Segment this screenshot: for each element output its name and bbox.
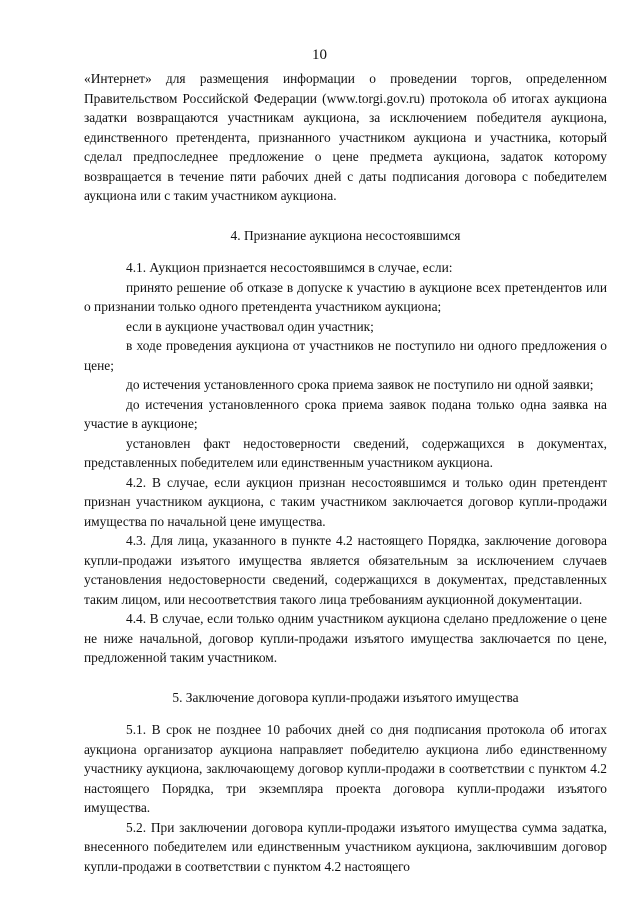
body-paragraph: 4.4. В случае, если только одним участником аукциона сделано предложение о цене не ниже начальной, договор купли-продажи изъятого имущества заключается по цене, предложенной таким участником. (84, 611, 607, 665)
body-paragraph: до истечения установленного срока приема заявок подана только одна заявка на участие в аукционе; (84, 396, 607, 431)
body-paragraph: 4.3. Для лица, указанного в пункте 4.2 настоящего Порядка, заключение договора купли-продажи изъятого имущества является обязательным за исключением случаев установления недостоверности сведений, содержащихся в документах, представленных таким лицом, или несоответствия такого лица требованиям аукционной документации. (84, 533, 607, 607)
section-heading: 4. Признание аукциона несостоявшимся (230, 227, 461, 243)
body-paragraph: 5.1. В срок не позднее 10 рабочих дней со дня подписания протокола об итогах аукциона организатор аукциона направляет победителю аукциона либо единственному участнику аукциона, заключающему договор купли-продажи в соответствии с пунктом 4.2 настоящего Порядка, три экземпляра проекта договора купли-продажи изъятого имущества. (84, 722, 607, 815)
body-paragraph: до истечения установленного срока приема заявок не поступило ни одной заявки; (126, 377, 594, 392)
body-paragraph: «Интернет» для размещения информации о проведении торгов, определенном Правительством Российской Федерации (www.torgi.gov.ru) протокола об итогах аукциона задатки возвращаются участникам аукциона, за исключением победителя аукциона, единственного претендента, признанного участником аукциона и участника, который сделал предпоследнее предложение о цене предмета аукциона, задаток которому возвращается в течение пяти рабочих дней с даты подписания договора с победителем аукциона или с таким участником аукциона. (84, 71, 607, 203)
document-body (84, 69, 607, 876)
body-paragraph: 4.1. Аукцион признается несостоявшимся в случае, если: (126, 260, 453, 275)
body-paragraph: 5.2. При заключении договора купли-продажи изъятого имущества сумма задатка, внесенного победителем или единственным участником аукциона, заключившим договор купли-продажи в соответствии с пунктом 4.2 настоящего (84, 819, 607, 874)
section-heading: 5. Заключение договора купли-продажи изъятого имущества (172, 689, 519, 705)
body-paragraph: принято решение об отказе в допуске к участию в аукционе всех претендентов или о признании только одного претендента участником аукциона; (84, 279, 607, 314)
body-paragraph: если в аукционе участвовал один участник; (126, 318, 374, 334)
body-paragraph: установлен факт недостоверности сведений, содержащихся в документах, представленных победителем или единственным участником аукциона. (84, 435, 607, 470)
body-paragraph: в ходе проведения аукциона от участников не поступило ни одного предложения о цене; (84, 338, 607, 373)
page-number: 10 (312, 47, 327, 63)
body-paragraph: 4.2. В случае, если аукцион признан несостоявшимся и только один претендент признан участником аукциона, с таким участником заключается договор купли-продажи имущества по начальной цене имущества. (84, 474, 607, 529)
